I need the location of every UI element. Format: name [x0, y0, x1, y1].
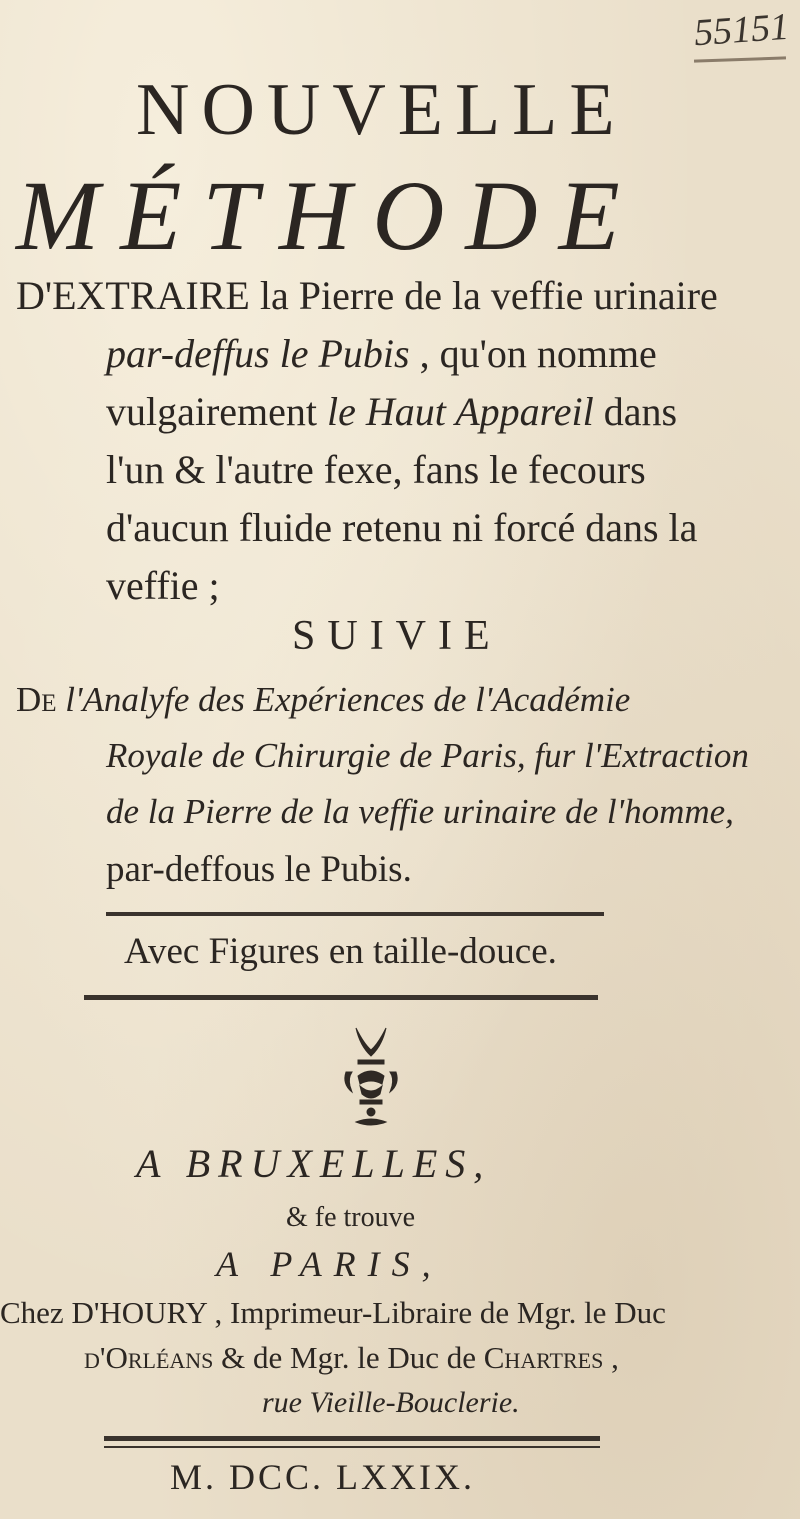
subtitle-line-6: veffie ; — [106, 563, 220, 608]
printer-line-2-end: , — [603, 1340, 619, 1375]
publication-date: M. DCC. LXXIX. — [170, 1457, 476, 1497]
printer-address-street: Vieille-Bouclerie. — [309, 1386, 520, 1419]
subtitle-line-5: d'aucun fluide retenu ni forcé dans la — [106, 505, 698, 550]
description-line-4: par-deffous le Pubis. — [106, 849, 412, 890]
title-line-2: MÉTHODE — [16, 160, 641, 271]
subtitle-line-3 — [106, 388, 677, 435]
printer-line-2 — [84, 1340, 619, 1376]
printer-address — [262, 1386, 520, 1420]
description-line-1-text: l'Analyfe des Expériences de l'Académie — [56, 680, 631, 719]
imprint-city-paris: A PARIS, — [216, 1244, 443, 1284]
shelfmark-handwritten: 55151 — [692, 5, 791, 55]
printers-flower-ornament-icon — [326, 1020, 416, 1130]
subtitle-lead-word: D'EXTRAIRE — [16, 273, 250, 318]
printer-address-rue: rue — [262, 1386, 310, 1419]
subtitle-line-1-text: la Pierre de la veffie urinaire — [249, 273, 718, 318]
suivie-heading: SUIVIE — [292, 613, 502, 659]
description-line-2: Royale de Chirurgie de Paris, fur l'Extraction — [106, 736, 749, 775]
printer-line-1: Chez D'HOURY , Imprimeur-Libraire de Mgr. le Duc — [0, 1295, 666, 1330]
subtitle-line-3-italic: le Haut Appareil — [327, 389, 594, 434]
divider-rule-double-thin — [104, 1446, 600, 1448]
description-lead-word: De — [16, 680, 57, 719]
imprint-se-trouve: & fe trouve — [286, 1202, 416, 1233]
subtitle-line-2-text: , qu'on nomme — [409, 331, 657, 376]
description-line-3: de la Pierre de la veffie urinaire de l'homme, — [106, 792, 734, 831]
subtitle-line-1 — [16, 272, 718, 319]
title-line-1: NOUVELLE — [136, 69, 627, 151]
subtitle-line-3-text: vulgairement — [106, 389, 328, 434]
subtitle-line-3-end: dans — [593, 389, 678, 434]
printer-chartres: Chartres — [483, 1340, 604, 1375]
divider-rule-bottom — [84, 995, 598, 1000]
description-line-1 — [16, 680, 630, 720]
printer-line-2-mid: & de Mgr. le Duc de — [213, 1340, 484, 1375]
subtitle-line-4: l'un & l'autre fexe, fans le fecours — [106, 447, 646, 492]
subtitle-line-2 — [106, 330, 657, 377]
subtitle-line-2-italic: par-deffus le Pubis — [106, 331, 410, 376]
figures-note: Avec Figures en taille-douce. — [124, 931, 557, 972]
printer-orleans: d'Orléans — [84, 1340, 214, 1375]
imprint-city-bruxelles: A BRUXELLES, — [136, 1141, 492, 1186]
divider-rule-top — [106, 912, 604, 916]
shelfmark-underline — [694, 56, 786, 62]
divider-rule-double-thick — [104, 1436, 600, 1441]
